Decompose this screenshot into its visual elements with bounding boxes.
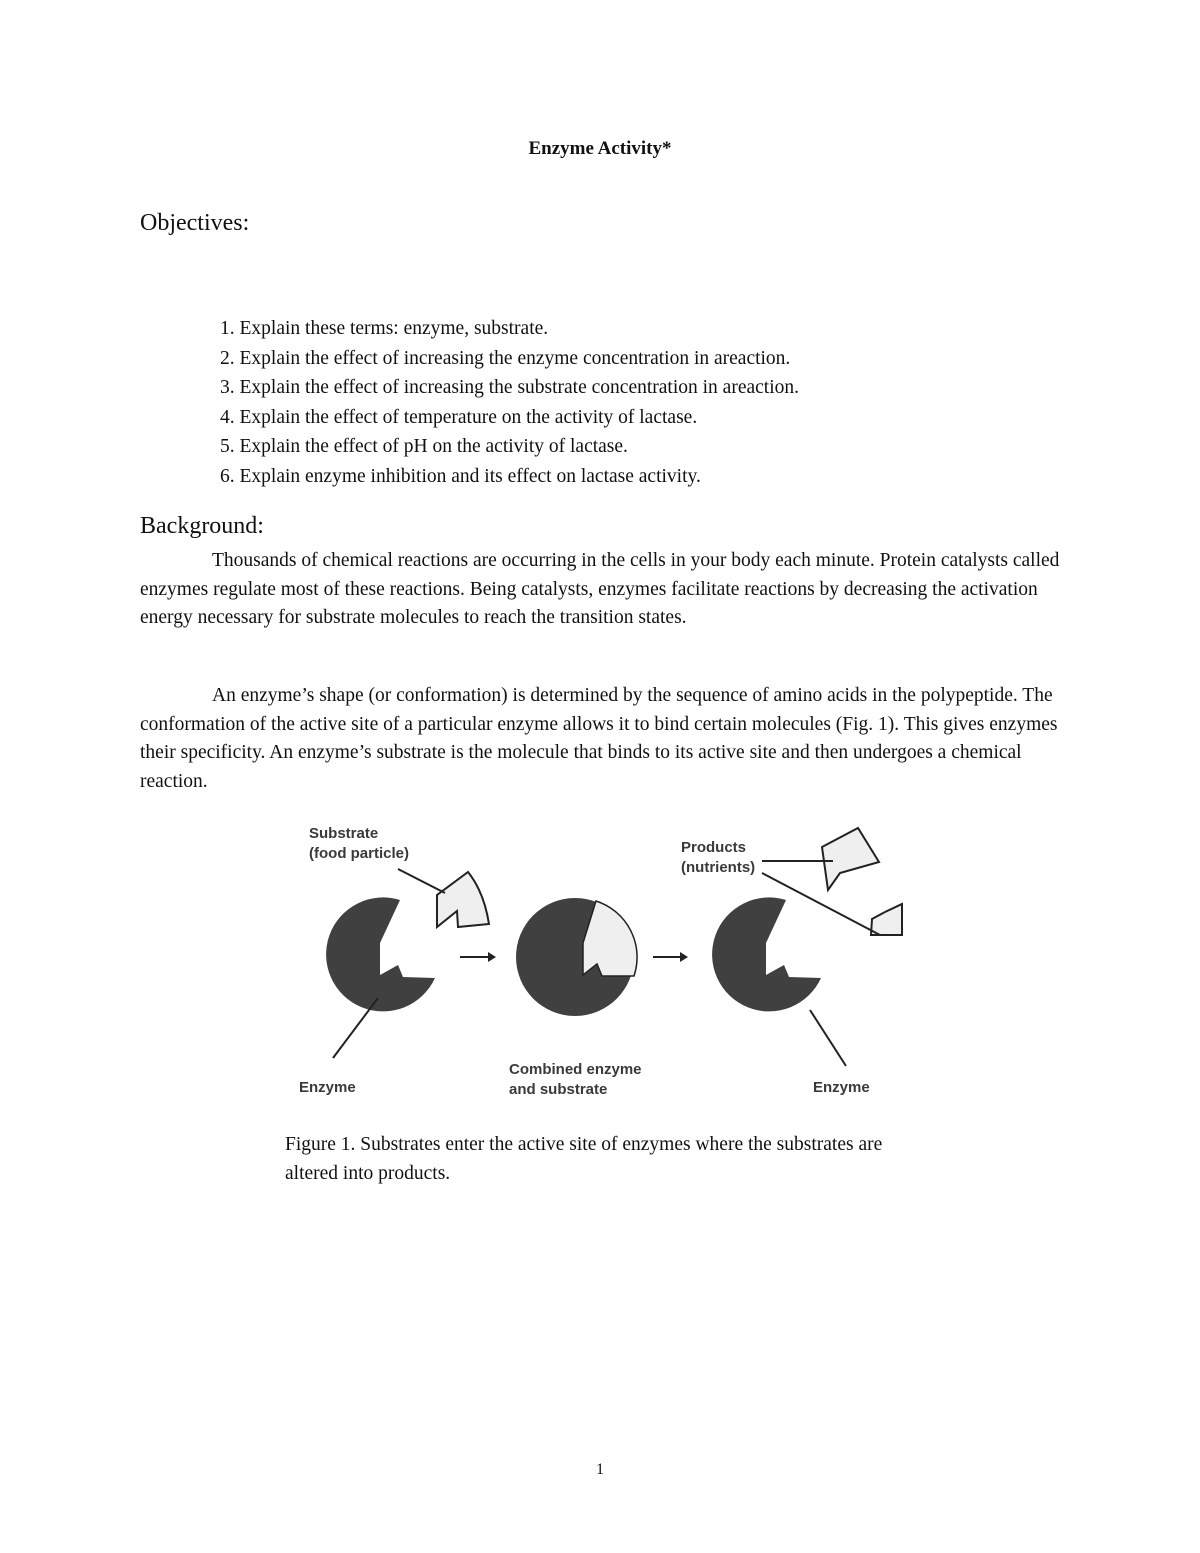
product-shape-1 [822,828,879,890]
arrow-head-icon [488,952,496,962]
objective-item: 5. Explain the effect of pH on the activity of lactase. [220,436,628,458]
objective-item: 3. Explain the effect of increasing the substrate concentration in areaction. [220,377,799,399]
products-label-sub: (nutrients) [681,859,756,876]
objective-item: 2. Explain the effect of increasing the enzyme concentration in areaction. [220,347,791,369]
objectives-list [220,314,799,492]
substrate-label: Substrate [309,825,379,842]
substrate-leader-line [398,869,445,893]
background-heading: Background: [140,513,264,539]
objective-item: 4. Explain the effect of temperature on the activity of lactase. [220,406,698,428]
background-paragraph-1: Thousands of chemical reactions are occurring in the cells in your body each minute. Protein catalysts called enzymes regulate most of these reactions. Being catalysts, enzymes facilitate reactions by decreasing the activation energy necessary for substrate molecules to reach the transition states. [140,550,1060,629]
product-shape-2 [871,904,902,935]
substrate-shape [437,872,489,927]
background-paragraph-2: An enzyme’s shape (or conformation) is determined by the sequence of amino acids in the polypeptide. The conformation of the active site of a particular enzyme allows it to bind certain molecules (Fig. 1). This gives enzymes their specificity. An enzyme’s substrate is the molecule that binds to its active site and then undergoes a chemical reaction. [140,685,1058,793]
products-label: Products [681,839,747,856]
enzyme-label-left: Enzyme [299,1079,356,1096]
enzyme-label-right: Enzyme [813,1079,870,1096]
objective-item: 6. Explain enzyme inhibition and its effect on lactase activity. [220,465,701,487]
combined-label-sub: and substrate [509,1081,608,1098]
document-title: Enzyme Activity* [528,138,672,159]
enzyme-shape-right [712,897,821,1011]
enzyme-leader-line-right [810,1010,846,1066]
figure-caption: Figure 1. Substrates enter the active site of enzymes where the substrates are altered into products. [285,1134,883,1184]
objectives-heading: Objectives: [140,210,250,236]
substrate-label-sub: (food particle) [309,845,409,862]
page-number: 1 [596,1461,604,1478]
enzyme-substrate-figure [290,815,920,1105]
objective-item: 1. Explain these terms: enzyme, substrate. [220,318,549,339]
enzyme-shape-left [326,897,435,1011]
enzyme-leader-line-left [333,998,378,1058]
combined-label: Combined enzyme [509,1061,642,1078]
arrow-head-icon [680,952,688,962]
